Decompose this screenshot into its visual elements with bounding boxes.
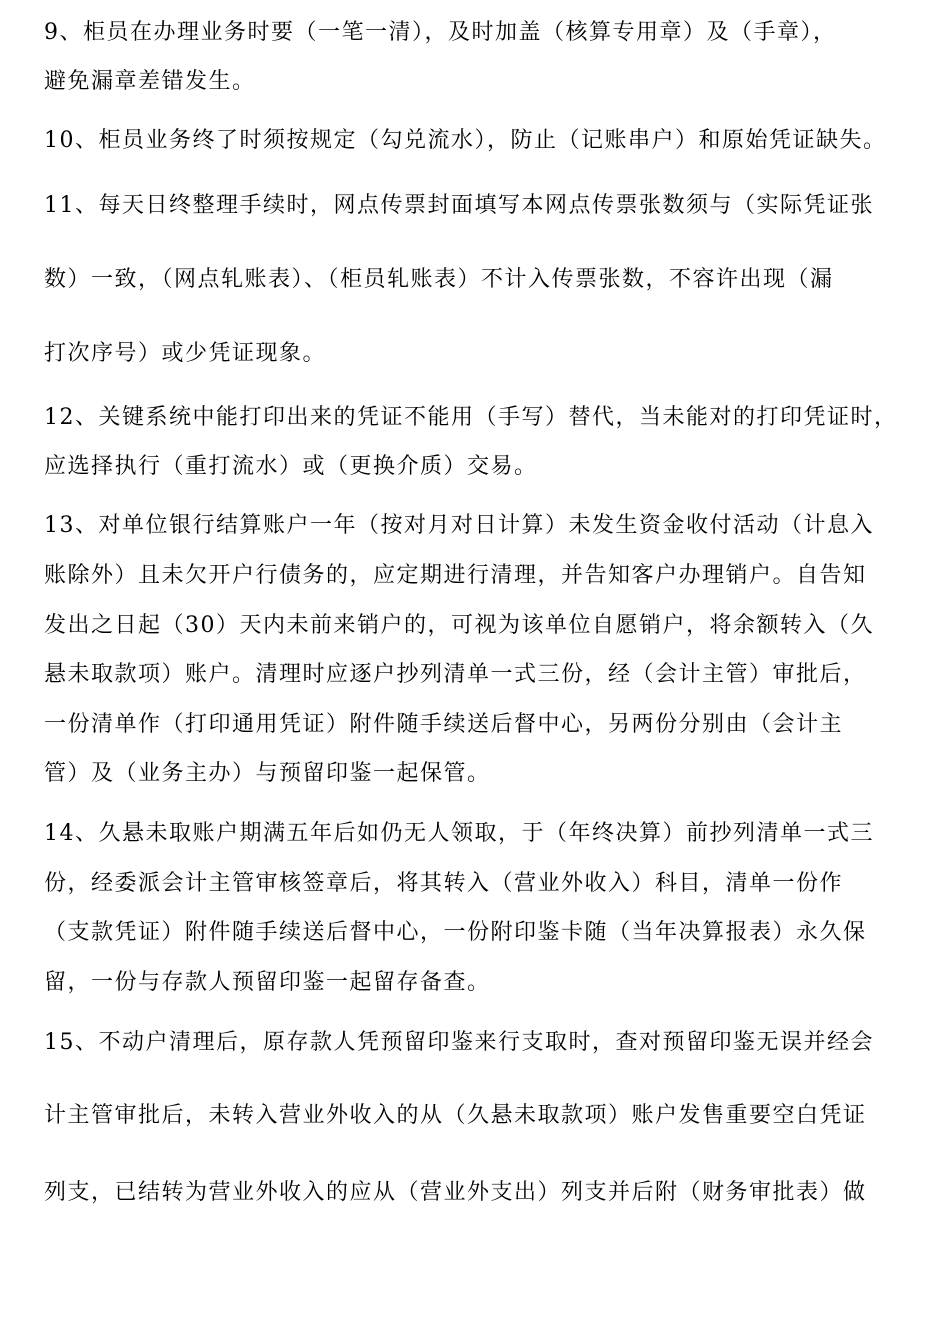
paragraph-15-line-3: 列支，已结转为营业外收入的应从（营业外支出）列支并后附（财务审批表）做 (44, 1180, 867, 1205)
paragraph-13-line-4: 悬未取款项）账户。清理时应逐户抄列清单一式三份，经（会计主管）审批后， (44, 662, 867, 687)
paragraph-13-line-1: 13、对单位银行结算账户一年（按对月对日计算）未发生资金收付活动（计息入 (44, 513, 874, 538)
paragraph-14-line-4: 留，一份与存款人预留印鉴一起留存备查。 (44, 970, 491, 995)
paragraph-9-line-2: 避免漏章差错发生。 (44, 69, 256, 94)
paragraph-15-line-2: 计主管审批后，未转入营业外收入的从（久悬未取款项）账户发售重要空白凭证 (44, 1103, 867, 1128)
paragraph-14-line-3: （支款凭证）附件随手续送后督中心，一份附印鉴卡随（当年决算报表）永久保 (44, 920, 867, 945)
paragraph-15-line-1: 15、不动户清理后，原存款人凭预留印鉴来行支取时，查对预留印鉴无误并经会 (44, 1030, 874, 1055)
paragraph-10-line-1: 10、柜员业务终了时须按规定（勾兑流水），防止（记账串户）和原始凭证缺失。 (44, 128, 887, 153)
paragraph-11-line-2: 数）一致，（网点轧账表）、（柜员轧账表）不计入传票张数，不容许出现（漏 (44, 267, 834, 292)
paragraph-13-line-3: 发出之日起（30）天内未前来销户的，可视为该单位自愿销户，将余额转入（久 (44, 613, 874, 638)
paragraph-11-line-1: 11、每天日终整理手续时，网点传票封面填写本网点传票张数须与（实际凭证张 (44, 193, 874, 218)
paragraph-14-line-1: 14、久悬未取账户期满五年后如仍无人领取，于（年终决算）前抄列清单一式三 (44, 821, 874, 846)
paragraph-13-line-2: 账除外）且未欠开户行债务的，应定期进行清理，并告知客户办理销户。自告知 (44, 563, 867, 588)
paragraph-14-line-2: 份，经委派会计主管审核签章后，将其转入（营业外收入）科目，清单一份作 (44, 871, 844, 896)
paragraph-11-line-3: 打次序号）或少凭证现象。 (44, 341, 327, 366)
paragraph-12-line-2: 应选择执行（重打流水）或（更换介质）交易。 (44, 454, 538, 479)
paragraph-13-line-6: 管）及（业务主办）与预留印鉴一起保管。 (44, 761, 491, 786)
paragraph-13-line-5: 一份清单作（打印通用凭证）附件随手续送后督中心，另两份分别由（会计主 (44, 712, 844, 737)
paragraph-12-line-1: 12、关键系统中能打印出来的凭证不能用（手写）替代，当未能对的打印凭证时， (44, 405, 898, 430)
paragraph-9-line-1: 9、柜员在办理业务时要（一笔一清），及时加盖（核算专用章）及（手章）， (44, 20, 837, 45)
